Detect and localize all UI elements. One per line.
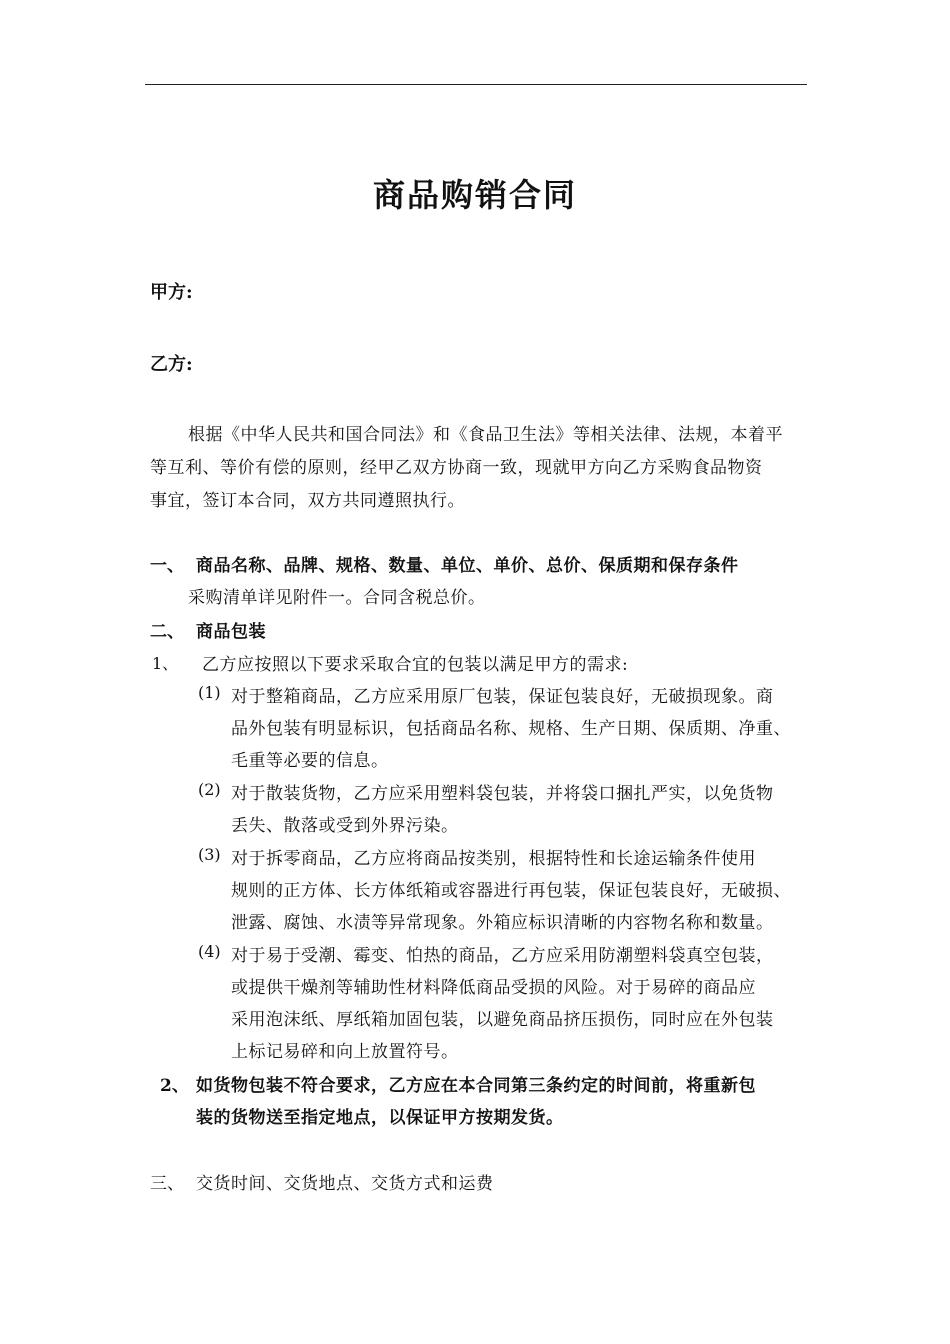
- party-b-label: 乙方:: [150, 354, 193, 375]
- section-3-title: 交货时间、交货地点、交货方式和运费: [196, 1174, 494, 1194]
- sub-4-line-4: 上标记易碎和向上放置符号。: [231, 1042, 459, 1062]
- item-2-line-1: 如货物包装不符合要求，乙方应在本合同第三条约定的时间前，将重新包: [196, 1076, 756, 1096]
- sub-3-line-1: 对于拆零商品，乙方应将商品按类别，根据特性和长途运输条件使用: [231, 849, 756, 869]
- sub-4-line-1: 对于易于受潮、霉变、怕热的商品，乙方应采用防潮塑料袋真空包装，: [231, 946, 774, 966]
- sub-2-line-1: 对于散装货物，乙方应采用塑料袋包装，并将袋口捆扎严实，以免货物: [231, 784, 774, 804]
- section-2-number: 二、: [150, 622, 184, 642]
- sub-4-line-2: 或提供干燥剂等辅助性材料降低商品受损的风险。对于易碎的商品应: [231, 978, 756, 998]
- party-a-label: 甲方:: [150, 282, 193, 303]
- intro-line-3: 事宜，签订本合同，双方共同遵照执行。: [150, 491, 465, 511]
- sub-2-line-2: 丢失、散落或受到外界污染。: [231, 816, 459, 836]
- header-rule: [145, 84, 807, 85]
- sub-1-line-2: 品外包装有明显标识，包括商品名称、规格、生产日期、保质期、净重、: [231, 719, 791, 739]
- intro-line-2: 等互利、等价有偿的原则，经甲乙双方协商一致，现就甲方向乙方采购食品物资: [150, 458, 763, 478]
- item-2-number: 2、: [160, 1076, 189, 1096]
- section-1-title: 商品名称、品牌、规格、数量、单位、单价、总价、保质期和保存条件: [196, 556, 739, 576]
- document-title: 商品购销合同: [372, 176, 577, 214]
- sub-1-number: (1): [198, 683, 221, 702]
- section-3-number: 三、: [150, 1174, 184, 1194]
- item-1-number: 1、: [152, 654, 179, 673]
- section-1-body: 采购清单详见附件一。合同含税总价。: [188, 588, 486, 608]
- sub-1-line-1: 对于整箱商品，乙方应采用原厂包装，保证包装良好，无破损现象。商: [231, 687, 774, 707]
- sub-3-number: (3): [198, 845, 221, 864]
- section-1-number: 一、: [150, 556, 184, 576]
- sub-4-number: (4): [198, 942, 221, 961]
- item-2-line-2: 装的货物送至指定地点，以保证甲方按期发货。: [196, 1108, 564, 1128]
- sub-3-line-3: 泄露、腐蚀、水渍等异常现象。外箱应标识清晰的内容物名称和数量。: [231, 913, 774, 933]
- section-2-title: 商品包装: [196, 622, 266, 642]
- sub-3-line-2: 规则的正方体、长方体纸箱或容器进行再包装，保证包装良好，无破损、: [231, 881, 791, 901]
- sub-4-line-3: 采用泡沫纸、厚纸箱加固包装，以避免商品挤压损伤，同时应在外包装: [231, 1010, 774, 1030]
- intro-line-1: 根据《中华人民共和国合同法》和《食品卫生法》等相关法律、法规，本着平: [188, 425, 783, 445]
- item-1-text: 乙方应按照以下要求采取合宜的包装以满足甲方的需求:: [202, 655, 629, 675]
- sub-1-line-3: 毛重等必要的信息。: [231, 751, 389, 771]
- sub-2-number: (2): [198, 780, 221, 799]
